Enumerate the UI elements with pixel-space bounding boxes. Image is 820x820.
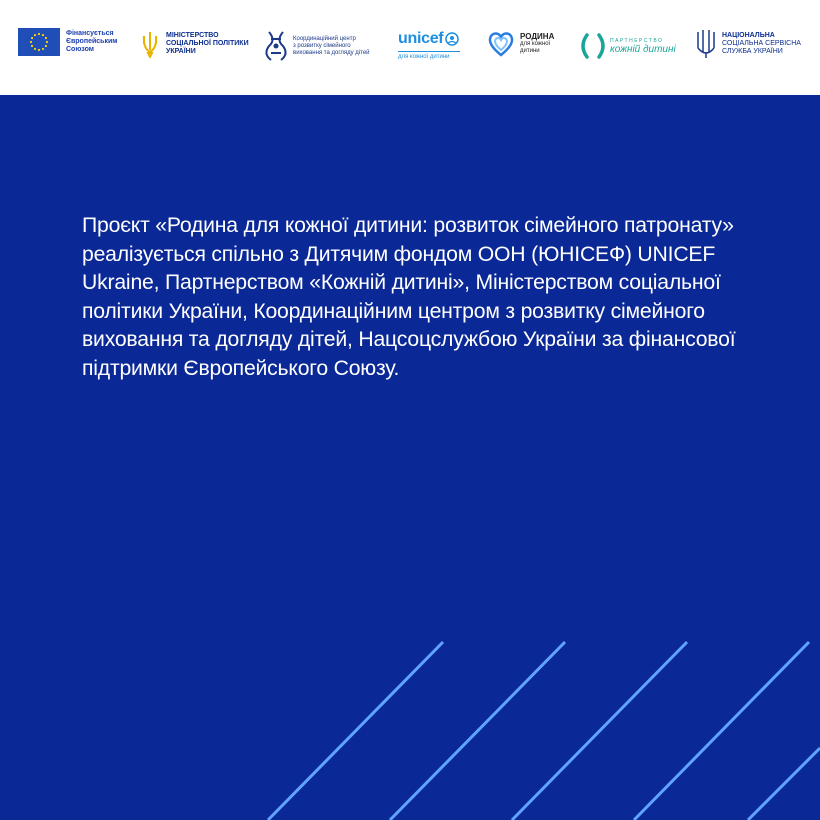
heart-icon xyxy=(487,30,515,58)
eu-star xyxy=(45,45,47,47)
coord-center-logo xyxy=(265,30,370,62)
eu-star xyxy=(34,48,36,50)
social-service-logo-text: НАЦІОНАЛЬНА СОЦІАЛЬНА СЕРВІСНА СЛУЖБА УКРАЇНИ xyxy=(722,32,801,55)
ministry-logo xyxy=(140,30,249,58)
eu-star xyxy=(34,34,36,36)
ministry-logo-text: МІНІСТЕРСТВО СОЦІАЛЬНОЇ ПОЛІТИКИ УКРАЇНИ xyxy=(166,32,249,55)
project-statement: Проєкт «Родина для кожної дитини: розвиток сімейного патронату» реалізується спільно з Дитячим фондом ООН (ЮНІСЕФ) UNICEF Ukraine, Партнерством «Кожній дитині», Міністерством соціальної політики України, Координаційним центром з розвитку сімейного виховання та догляду дітей, Нацсоцслужбою України за фінансової підтримки Європейського Союзу. xyxy=(82,214,736,380)
partnership-logo xyxy=(578,33,676,59)
social-service-logo xyxy=(695,28,801,60)
decorative-chevrons xyxy=(0,95,820,820)
partnership-brackets-icon xyxy=(578,33,608,59)
eu-logo xyxy=(18,28,117,56)
partnership-logo-text: ПАРТНЕРСТВО кожній дитині xyxy=(610,37,676,55)
unicef-wordmark: unicef xyxy=(398,30,444,47)
eu-star xyxy=(42,34,44,36)
eu-star xyxy=(31,45,33,47)
rodyna-logo-text: РОДИНА для кожної дитини xyxy=(520,32,555,54)
unicef-tagline: для кожної дитини xyxy=(398,54,450,60)
statement-panel xyxy=(0,95,820,820)
eu-star xyxy=(30,41,32,43)
coord-center-text: Координаційний центр з розвитку сімейного виховання та догляду дітей xyxy=(293,35,370,56)
unicef-globe-icon xyxy=(445,32,459,46)
chevron-5-icon xyxy=(748,748,820,820)
eu-star xyxy=(38,33,40,35)
coord-center-icon xyxy=(265,30,287,62)
partner-logos-bar xyxy=(0,0,820,95)
rodyna-logo xyxy=(487,30,554,58)
unicef-logo xyxy=(398,30,460,60)
eu-flag-icon xyxy=(18,28,60,56)
eu-star xyxy=(45,37,47,39)
trident-icon xyxy=(140,30,160,58)
eu-star xyxy=(46,41,48,43)
eu-logo-text: Фінансується Європейським Союзом xyxy=(66,30,118,53)
eu-star xyxy=(38,49,40,51)
social-service-icon xyxy=(695,28,717,60)
eu-star xyxy=(31,37,33,39)
eu-star xyxy=(42,48,44,50)
